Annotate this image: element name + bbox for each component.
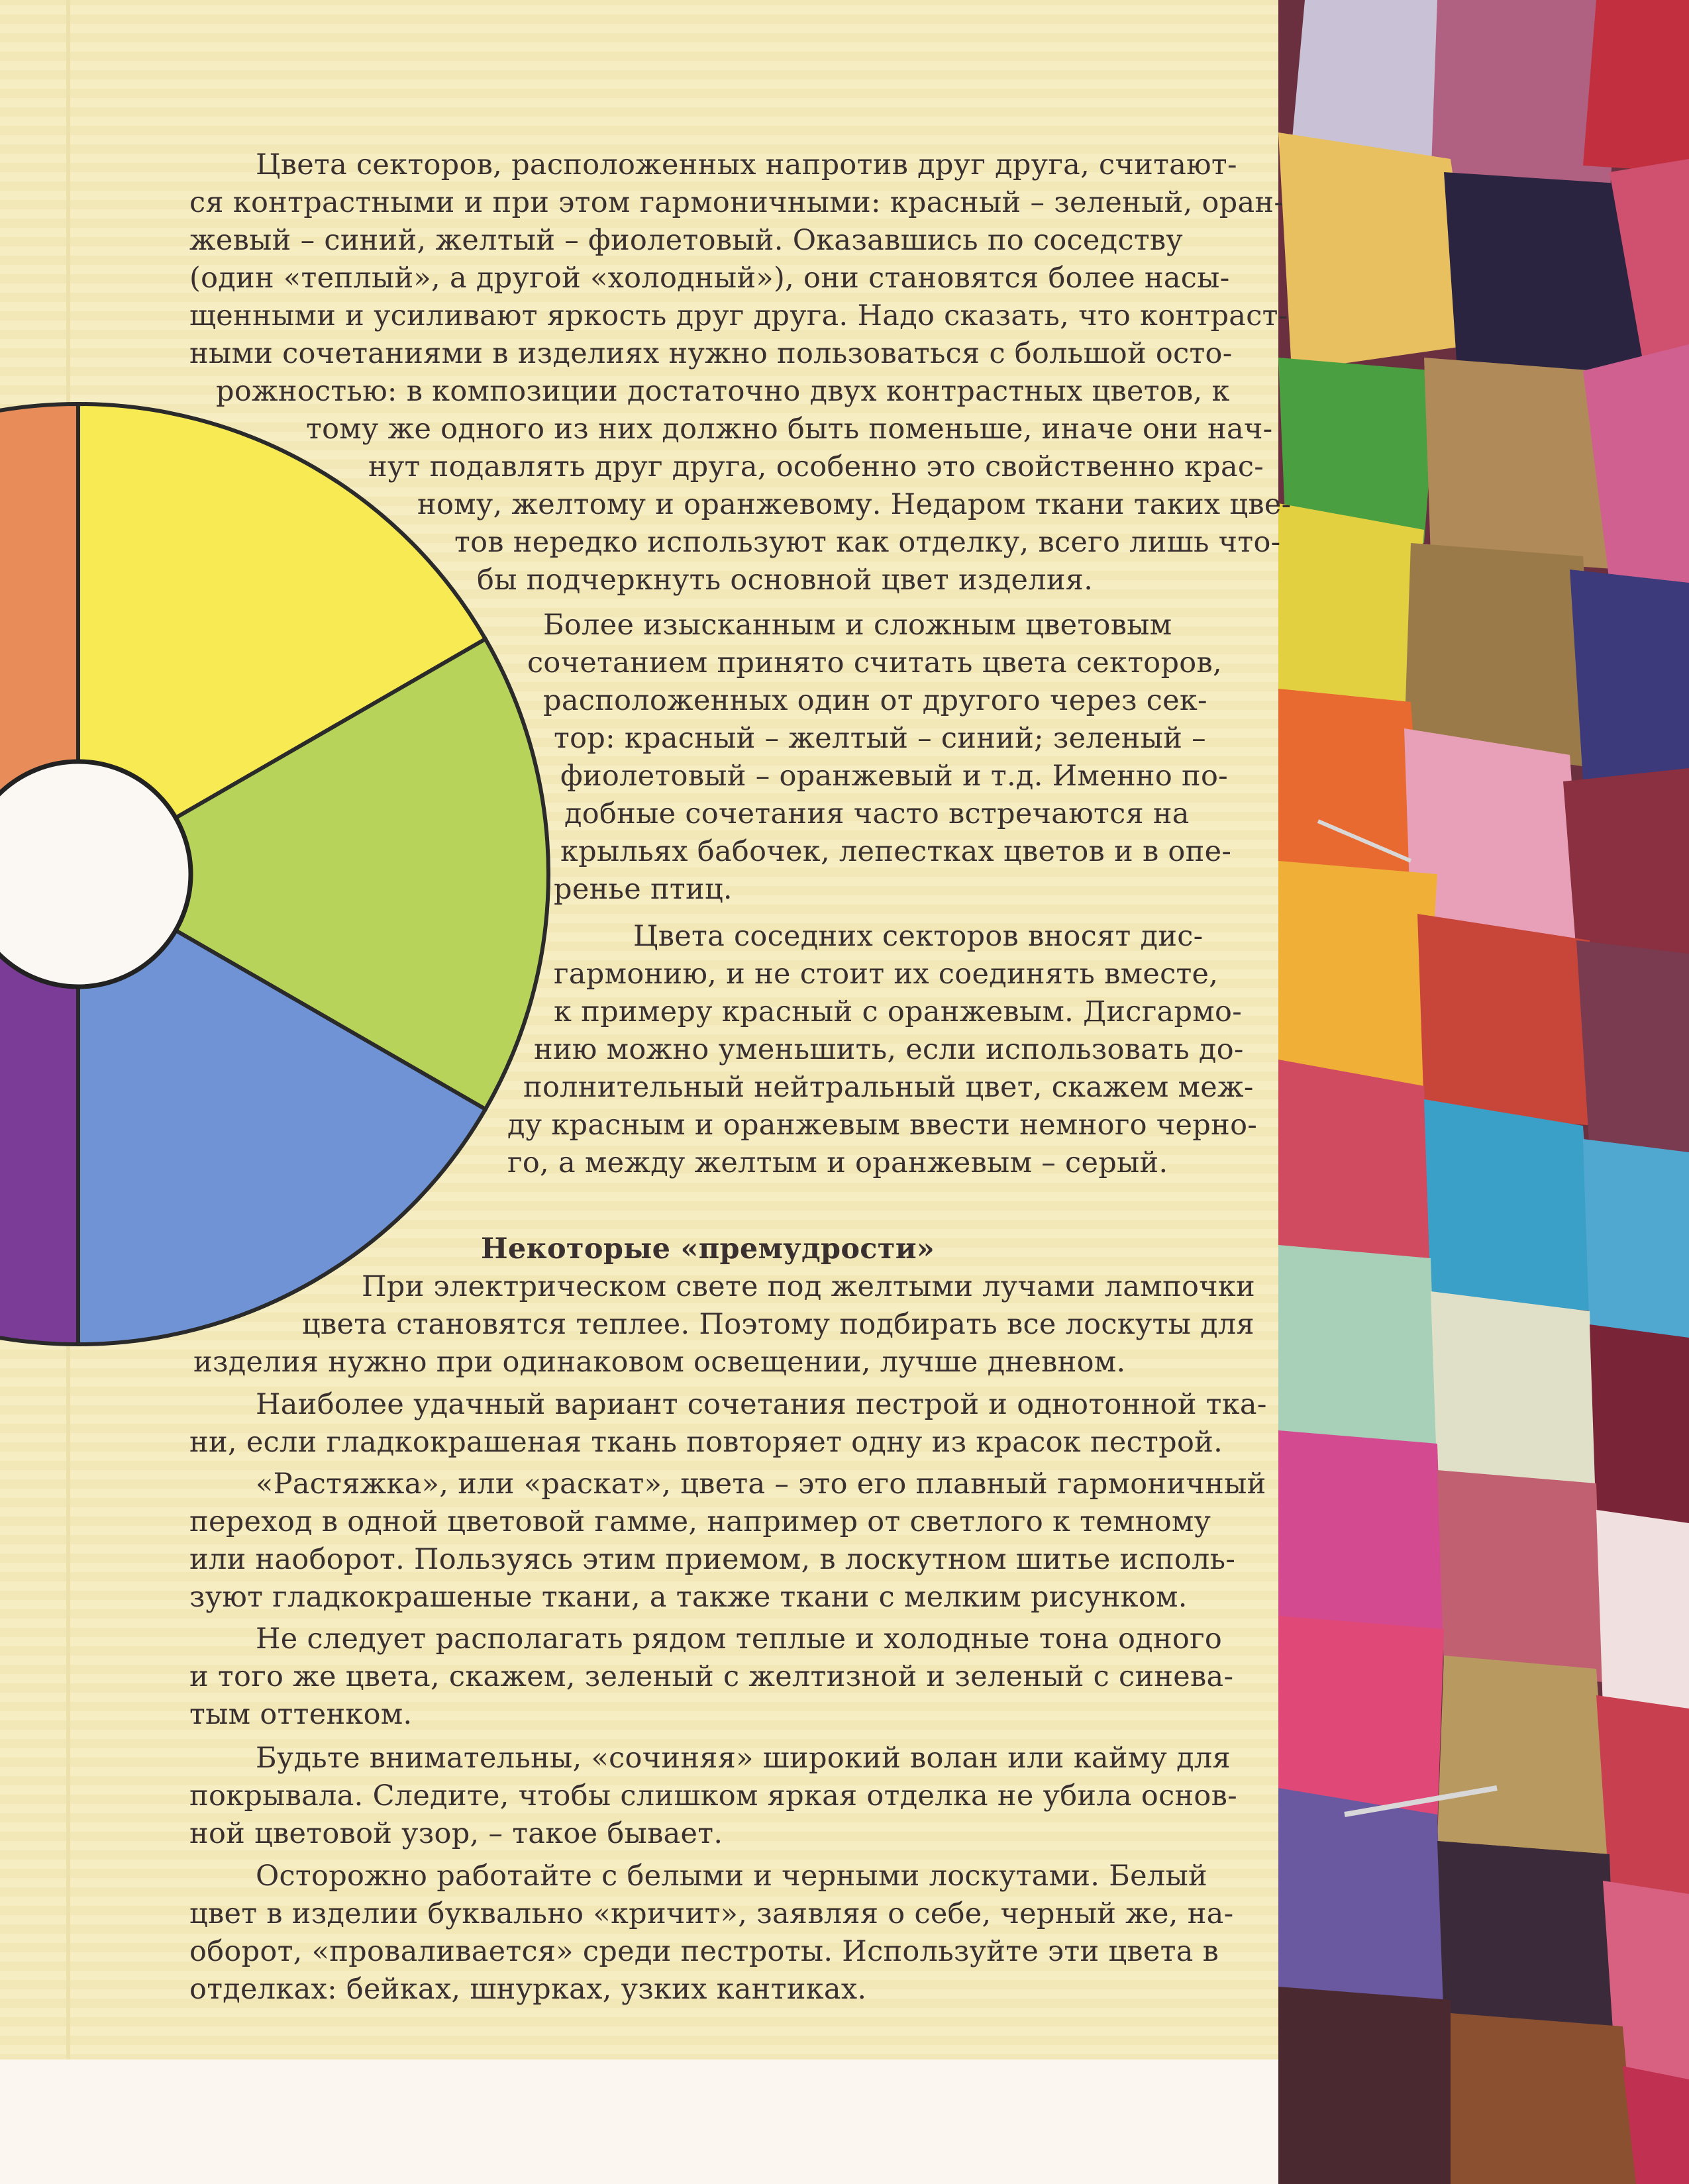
text-line: Не следует располагать рядом теплые и холодные тона одного [256, 1622, 1223, 1656]
text-line: переход в одной цветовой гамме, например от светлого к темному [189, 1505, 1211, 1538]
text-line: к примеру красный с оранжевым. Дисгармо- [554, 995, 1243, 1028]
text-line: щенными и усиливают яркость друг друга. Надо сказать, что контраст- [189, 299, 1288, 332]
text-line: крыльях бабочек, лепестках цветов и в опе- [560, 835, 1232, 868]
text-line: Цвета соседних секторов вносят дис- [633, 920, 1203, 953]
text-line: (один «теплый», а другой «холодный»), они становятся более насы- [189, 262, 1230, 295]
text-line: ренье птиц. [554, 873, 733, 906]
text-line: сочетанием принято считать цвета секторов, [527, 646, 1222, 679]
text-line: рожностью: в композиции достаточно двух контрастных цветов, к [216, 375, 1230, 408]
text-line: Цвета секторов, расположенных напротив друг друга, считают- [256, 148, 1237, 181]
page-bottom-margin [0, 2060, 1285, 2184]
text-line: Более изысканным и сложным цветовым [543, 609, 1172, 642]
text-line: оборот, «проваливается» среди пестроты. Используйте эти цвета в [189, 1935, 1219, 1968]
text-line: тов нередко используют как отделку, всего лишь что- [454, 526, 1281, 559]
text-line: изделия нужно при одинаковом освещении, лучше дневном. [193, 1346, 1126, 1379]
text-line: тым оттенком. [189, 1698, 413, 1731]
text-line: бы подчеркнуть основной цвет изделия. [477, 564, 1094, 597]
text-line: тому же одного из них должно быть поменьше, иначе они нач- [306, 413, 1273, 446]
text-line: ной цветовой узор, – такое бывает. [189, 1817, 723, 1850]
fabric-swatches-photo [1278, 0, 1689, 2184]
text-line: ся контрастными и при этом гармоничными: красный – зеленый, оран- [189, 186, 1284, 219]
text-line: ному, желтому и оранжевому. Недаром ткани таких цве- [417, 488, 1292, 521]
text-line: добные сочетания часто встречаются на [564, 797, 1190, 830]
text-line: зуют гладкокрашеные ткани, а также ткани с мелким рисунком. [189, 1581, 1188, 1614]
text-line: го, а между желтым и оранжевым – серый. [507, 1146, 1168, 1179]
text-line: нию можно уменьшить, если использовать до- [534, 1033, 1244, 1066]
text-line: Будьте внимательны, «сочиняя» широкий волан или кайму для [256, 1742, 1231, 1775]
text-line: ными сочетаниями в изделиях нужно пользоваться с большой осто- [189, 337, 1233, 370]
text-line: или наоборот. Пользуясь этим приемом, в лоскутном шитье исполь- [189, 1543, 1236, 1576]
text-line: отделках: бейках, шнурках, узких кантиках. [189, 1973, 867, 2006]
text-line: цвет в изделии буквально «кричит», заявляя о себе, черный же, на- [189, 1897, 1234, 1930]
text-line: ни, если гладкокрашеная ткань повторяет одну из красок пестрой. [189, 1426, 1223, 1459]
text-line: жевый – синий, желтый – фиолетовый. Оказавшись по соседству [189, 224, 1184, 257]
text-line: При электрическом свете под желтыми лучами лампочки [362, 1270, 1255, 1303]
text-line: и того же цвета, скажем, зеленый с желтизной и зеленый с синева- [189, 1660, 1234, 1693]
text-line: нут подавлять друг друга, особенно это свойственно крас- [368, 450, 1264, 483]
text-line: расположенных один от другого через сек- [543, 684, 1207, 717]
text-line: ду красным и оранжевым ввести немного черно- [507, 1109, 1258, 1142]
text-line: полнительный нейтральный цвет, скажем меж- [523, 1071, 1254, 1104]
text-line: Наиболее удачный вариант сочетания пестрой и однотонной тка- [256, 1388, 1267, 1421]
text-line: цвета становятся теплее. Поэтому подбирать все лоскуты для [302, 1308, 1254, 1341]
text-line: покрывала. Следите, чтобы слишком яркая отделка не убила основ- [189, 1779, 1237, 1812]
text-line: тор: красный – желтый – синий; зеленый – [554, 722, 1206, 755]
text-line: гармонию, и не стоит их соединять вместе, [554, 958, 1219, 991]
section-heading: Некоторые «премудрости» [481, 1232, 935, 1266]
text-line: Осторожно работайте с белыми и черными лоскутами. Белый [256, 1860, 1207, 1893]
text-line: фиолетовый – оранжевый и т.д. Именно по- [560, 760, 1228, 793]
text-line: «Растяжка», или «раскат», цвета – это его плавный гармоничный [256, 1467, 1266, 1501]
